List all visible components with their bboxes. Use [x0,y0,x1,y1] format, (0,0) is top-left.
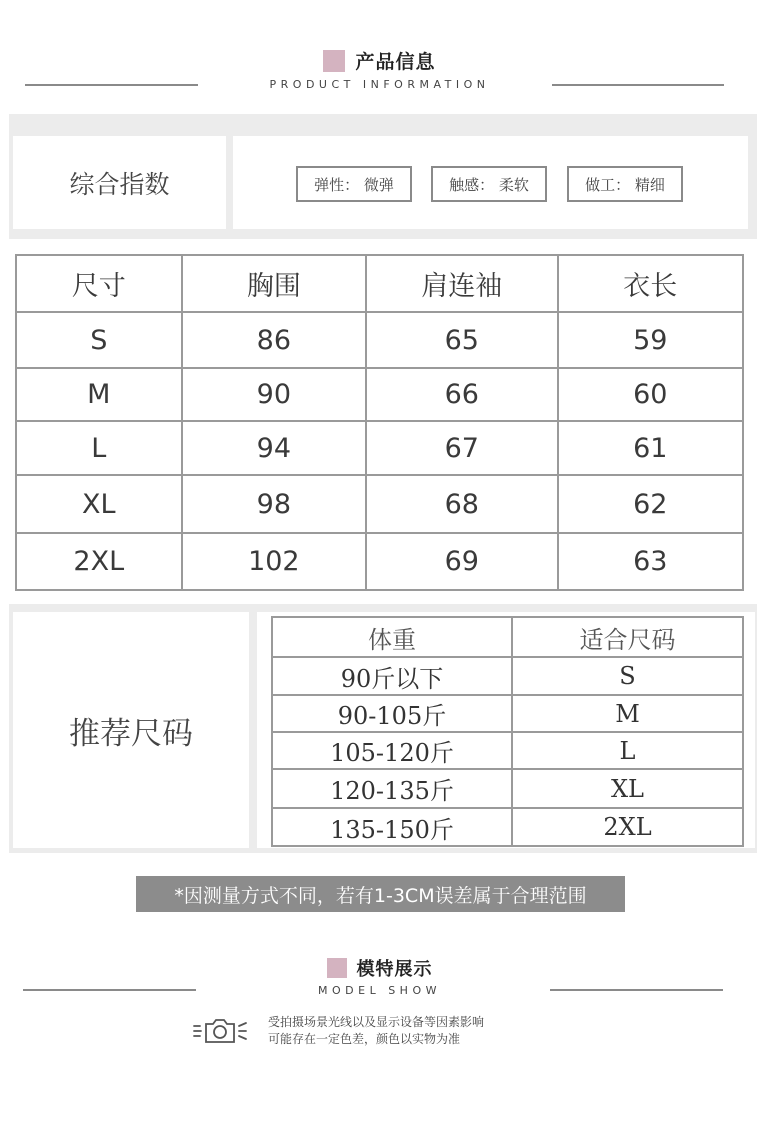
table-row [272,695,743,732]
cell-length: 60 [558,368,743,421]
measurement-note: *因测量方式不同，若有1-3CM误差属于合理范围 [136,876,625,912]
table-row [16,312,743,368]
header-length: 衣长 [558,255,743,312]
tag-workmanship: 做工： 精细 [567,166,683,202]
cell-weight: 90斤以下 [272,657,512,695]
tag-elasticity: 弹性： 微弹 [296,166,412,202]
recommend-label: 推荐尺码 [13,612,249,848]
tag-touch: 触感： 柔软 [431,166,547,202]
table-row [272,732,743,769]
header-weight: 体重 [272,617,512,657]
header-fit-size: 适合尺码 [512,617,743,657]
index-tags [233,136,748,229]
table-row [272,657,743,695]
recommend-table-header [272,617,743,657]
cell-sleeve: 68 [366,475,557,533]
model-show-header [0,950,759,1005]
cell-fit-size: XL [512,769,743,808]
section-subtitle: PRODUCT INFORMATION [269,78,490,91]
disclaimer [192,1012,552,1052]
cell-fit-size: L [512,732,743,769]
disclaimer-line-2: 可能存在一定色差，颜色以实物为准 [268,1032,461,1046]
table-row [16,421,743,475]
section-title: 模特展示 [356,959,433,980]
cell-sleeve: 69 [366,533,557,590]
header-chest: 胸围 [182,255,367,312]
size-table [15,254,744,591]
cell-sleeve: 67 [366,421,557,475]
cell-fit-size: M [512,695,743,732]
product-info-header [0,40,759,100]
table-row [272,808,743,846]
cell-size: M [16,368,182,421]
table-row [16,368,743,421]
header-sleeve: 肩连袖 [366,255,557,312]
cell-weight: 120-135斤 [272,769,512,808]
cell-weight: 135-150斤 [272,808,512,846]
cell-length: 62 [558,475,743,533]
cell-length: 59 [558,312,743,368]
cell-size: XL [16,475,182,533]
accent-square [327,958,347,978]
index-label-box [13,136,226,229]
cell-weight: 105-120斤 [272,732,512,769]
accent-square [323,50,345,72]
disclaimer-text [268,1014,484,1048]
cell-weight: 90-105斤 [272,695,512,732]
cell-chest: 98 [182,475,367,533]
cell-chest: 90 [182,368,367,421]
cell-size: L [16,421,182,475]
cell-size: 2XL [16,533,182,590]
cell-sleeve: 66 [366,368,557,421]
table-row [272,769,743,808]
camera-icon [192,1016,248,1046]
cell-chest: 86 [182,312,367,368]
size-table-header [16,255,743,312]
table-row [16,475,743,533]
cell-chest: 94 [182,421,367,475]
cell-size: S [16,312,182,368]
cell-fit-size: 2XL [512,808,743,846]
cell-length: 61 [558,421,743,475]
cell-chest: 102 [182,533,367,590]
table-row [16,533,743,590]
cell-sleeve: 65 [366,312,557,368]
cell-fit-size: S [512,657,743,695]
section-title: 产品信息 [355,51,436,73]
header-size: 尺寸 [16,255,182,312]
cell-length: 63 [558,533,743,590]
recommend-table [271,616,744,847]
index-label: 综合指数 [69,169,170,199]
section-subtitle: MODEL SHOW [318,984,441,997]
disclaimer-line-1: 受拍摄场景光线以及显示设备等因素影响 [268,1015,485,1029]
